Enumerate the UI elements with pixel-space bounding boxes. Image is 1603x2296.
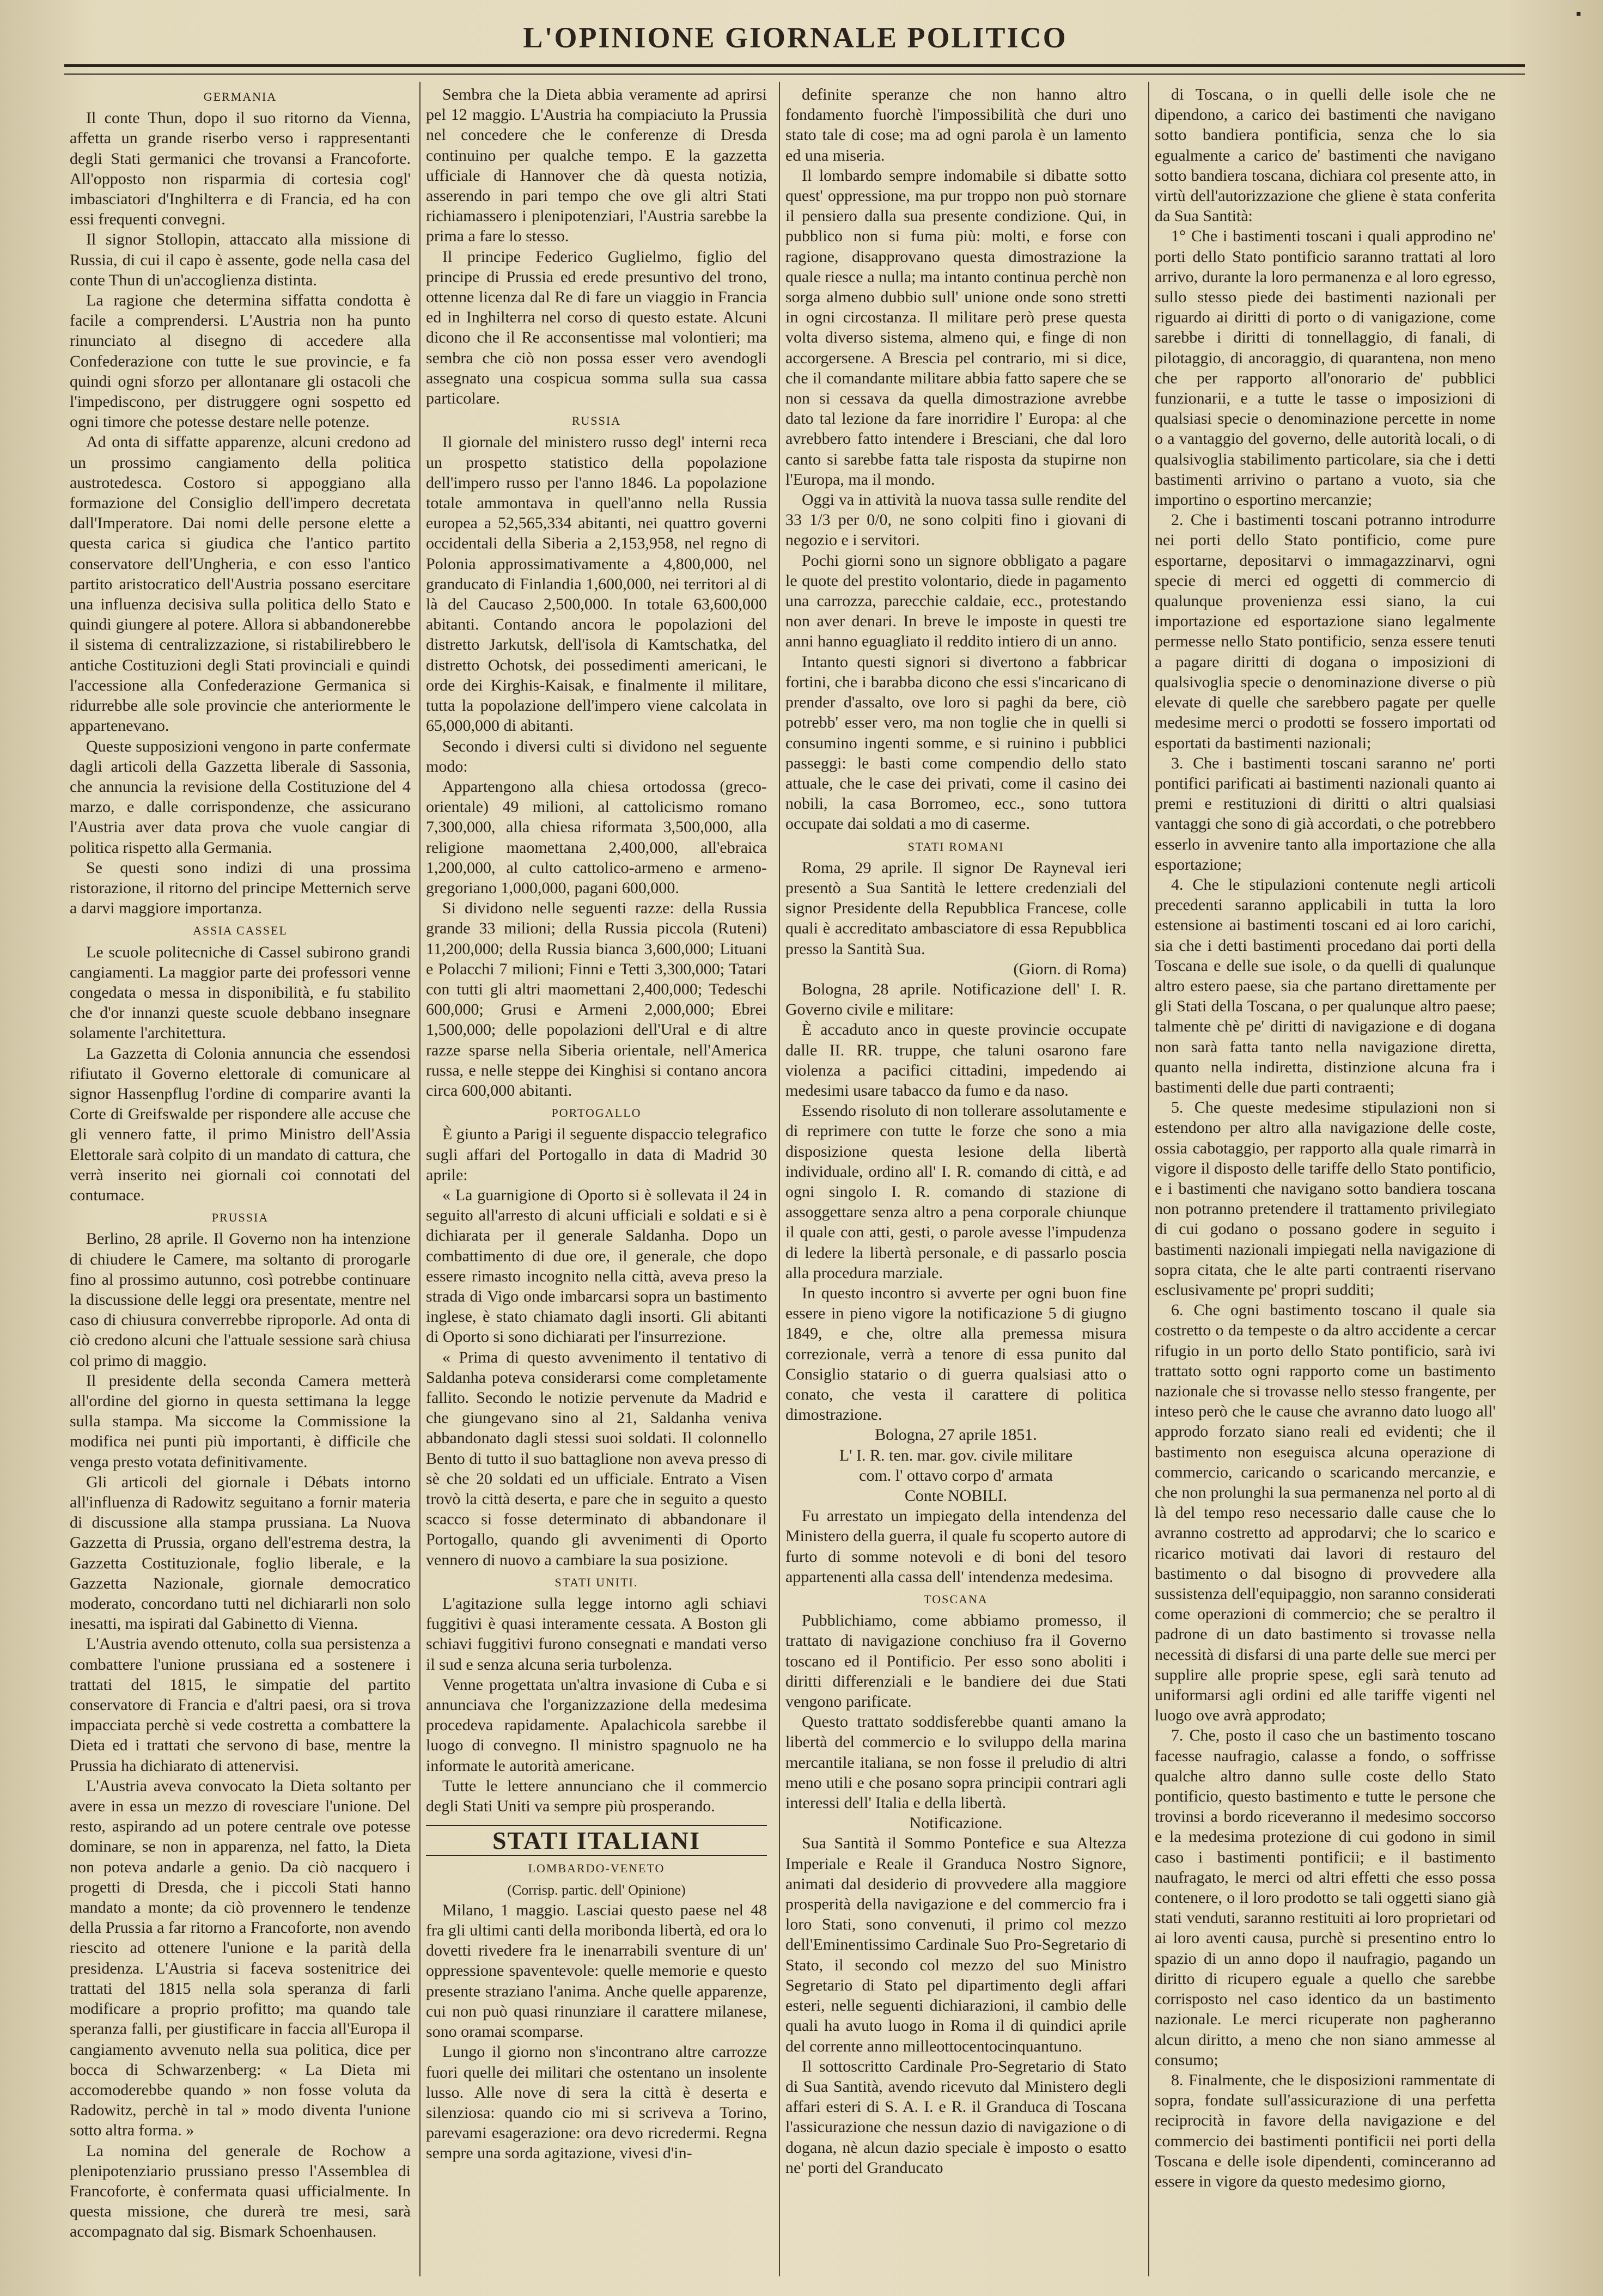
article-paragraph: Essendo risoluto di non tollerare assolutamente e di reprimere con tutte le forze che sono a mia disposizione questa lesione della libertà individuale, ordino all' I. R. comando di città, e ad ogni singolo I. R. comando di stazione di assoggettare senza altro a pena corporale chiunque il quale con atti, gesti, o parole avesse l'impudenza di ledere la libertà personale, e di passarlo poscia alla procedura marziale. [785, 1102, 1126, 1282]
article-paragraph: Venne progettata un'altra invasione di Cuba e si annunciava che l'organizzazione della medesima procedeva rapidamente. Apalachicola sarebbe il luogo di convegno. Il ministro spagnuolo ne ha informate le autorità americane. [426, 1675, 767, 1775]
section-heading: TOSCANA [924, 1592, 988, 1607]
article-paragraph: Roma, 29 aprile. Il signor De Rayneval ieri presentò a Sua Santità le lettere credenziali del signor Presidente della Repubblica Francese, colle quali è accreditato ambasciatore di essa Repubblica presso la Santità Sua. [785, 858, 1126, 958]
column-rule [779, 82, 780, 2276]
article-paragraph: In questo incontro si avverte per ogni buon fine essere in pieno vigore la notificazione 5 di giugno 1849, e che, oltre alla premessa misura correzionale, verrà a tenore di essa punito dal Consiglio statario o di guerra qualsiasi atto o conato, che vesta il carattere di politica dimostrazione. [785, 1284, 1126, 1424]
corner-mark: ▪ [1576, 5, 1581, 22]
article-paragraph: 3. Che i bastimenti toscani saranno ne' porti pontifici parificati ai bastimenti nazionali quanto ai premi e restituzioni di diritti o altri qualsiasi vantaggi che sono di già accordati, o che potrebbero esserlo in avvenire tanto alla importazione che alla esportazione; [1155, 754, 1496, 874]
centered-line: L' I. R. ten. mar. gov. civile militare [839, 1446, 1073, 1464]
masthead-rule [64, 64, 1525, 75]
article-paragraph: Il giornale del ministero russo degl' interni reca un prospetto statistico della popolazione dell'impero russo per l'anno 1846. La popolazione totale ammontava in quell'anno nella Russia europea a 52,565,334 abitanti, nei quattro governi occidentali della Siberia a 2,153,958, nel regno di Polonia approssimativamente a 4,800,000, nel granducato di Finlandia 1,600,000, nei territori al di là del Caucaso 2,500,000. In totale 63,600,000 abitanti. Contando ancora le popolazioni del distretto Jarkutsk, dell'isola di Kamtschatka, del distretto Ochotsk, dei possedimenti americani, le orde dei Kirghis-Kaisak, e finalmente il militare, tutta la popolazione dell'impero viene calcolata in 65,000,000 di abitanti. [426, 433, 767, 735]
masthead-title: L'OPINIONE GIORNALE POLITICO [523, 21, 1068, 54]
section-heading: LOMBARDO-VENETO [528, 1861, 665, 1876]
article-paragraph: Queste supposizioni vengono in parte confermate dagli articoli della Gazzetta liberale di Sassonia, che annuncia la revisione della Costituzione del 4 marzo, e dalle corrispondenze, che assicurano l'Austria aver data prova che vuole cangiar di politica rispetto alla Germania. [70, 737, 411, 857]
article-paragraph: 4. Che le stipulazioni contenute negli articoli precedenti saranno applicabili in tutta la loro estensione ai bastimenti toscani ed ai loro carichi, sia che i detti bastimenti procedano dai porti della Toscana e delle sue isole, o da quelli di qualunque altro estero paese, sia che partano direttamente per gli Stati della Toscana, o per qualunque altro paese; talmente chè pe' diritti di navigazione e di dogana non sarà fatta tanto nella navigazione diretta, quanto nella indiretta, distinzione alcuna fra i bastimenti delle due parti contraenti; [1155, 875, 1496, 1096]
source-credit: (Giorn. di Roma) [1013, 960, 1126, 978]
article-paragraph: Oggi va in attività la nuova tassa sulle rendite del 33 1/3 per 0/0, ne sono colpiti fino i giovani di negozio e i servitori. [785, 491, 1126, 549]
section-heading: ASSIA CASSEL [193, 924, 288, 938]
article-paragraph: 8. Finalmente, che le disposizioni rammentate di sopra, fondate sull'assicurazione di una perfetta reciprocità in favore della navigazione e del commercio dei bastimenti pontificii nei porti della Toscana e delle isole dipendenti, cominceranno ad essere in vigore da questo medesimo giorno, [1155, 2071, 1496, 2190]
article-paragraph: L'agitazione sulla legge intorno agli schiavi fuggitivi è quasi interamente cessata. A Boston gli schiavi fuggitivi furono consegnati e mandati verso il sud e senza alcuna seria turbolenza. [426, 1595, 767, 1674]
column-3 [785, 84, 1126, 2274]
centered-line: Notificazione. [909, 1814, 1003, 1833]
centered-line: Bologna, 27 aprile 1851. [875, 1426, 1037, 1444]
section-banner: STATI ITALIANI [426, 1825, 767, 1856]
article-paragraph: di Toscana, o in quelli delle isole che ne dipendono, a carico dei bastimenti che navigano sotto bandiera pontificia, senza che lo sia egualmente a carico de' bastimenti che navigano sotto bandiera toscana, dichiara col presente atto, in virtù dell'autorizzazione che gliene è stata conferita da Sua Santità: [1155, 86, 1496, 225]
article-paragraph: Bologna, 28 aprile. Notificazione dell' I. R. Governo civile e militare: [785, 980, 1126, 1019]
article-paragraph: Appartengono alla chiesa ortodossa (greco-orientale) 49 milioni, al cattolicismo romano 7,300,000, alla chiesa riformata 3,500,000, alla religione maomettana 2,400,000, all'ebraica 1,200,000, al culto cattolico-armeno e armeno-gregoriano 1,000,000, pagani 600,000. [426, 777, 767, 897]
article-paragraph: Il lombardo sempre indomabile si dibatte sotto quest' oppressione, ma pur troppo non può stornare il pensiero dalla sua presente condizione. Qui, in pubblico non si fuma più: molti, e forse con ragione, disapprovano questa dimostrazione la quale riesce a nulla; ma intanto continua perchè non sorga almeno dubbio sull' unione onde sono stretti in ogni circostanza. Il militare però prese questa volta diverso sistema, almeno qui, e finge di non accorgersene. A Brescia pel contrario, mi si dice, che il comandante militare abbia fatto sapere che se non si cessava da quella dimostrazione avrebbe dato tal lezione da fare inorridire l' Europa: al che avrebbero fatto intendere i Bresciani, che dal loro canto si sarebbe fatta tale risposta da stupirne non l'Europa, ma il mondo. [785, 166, 1126, 488]
article-paragraph: La nomina del generale de Rochow a plenipotenziario prussiano presso l'Assemblea di Francoforte, è confermata quasi ufficialmente. In questa missione, che durerà tre mesi, sarà accompagnato dal sig. Bismark Schoenhausen. [70, 2141, 411, 2241]
article-paragraph: Si dividono nelle seguenti razze: della Russia grande 33 milioni; della Russia piccola (Ruteni) 11,200,000; della Russia bianca 3,600,000; Lituani e Polacchi 7 milioni; Finni e Tetti 3,300,000; Tatari con tutti gli altri maomettani 2,400,000; Tedeschi 600,000; Grusi e Armeni 2,000,000; Ebrei 1,500,000; delle popolazioni dell'Ural e di altre razze sparse nella Siberia orientale, nell'America russa, e nelle steppe dei Kinghisi si contano ancora circa 600,000 abitanti. [426, 899, 767, 1100]
article-paragraph: « La guarnigione di Oporto si è sollevata il 24 in seguito all'arresto di alcuni ufficiali e soldati e si è dichiarata per il generale Saldanha. Dopo un combattimento di due ore, il generale, che dopo essere rimasto incognito nella città, aveva preso la strada di Vigo onde imbarcarsi sopra un bastimento inglese, è stato chiamato dagli insorti. Gli abitanti di Oporto si sono dichiarati per l'insurrezione. [426, 1186, 767, 1346]
article-paragraph: Gli articoli del giornale i Débats intorno all'influenza di Radowitz seguitano a fornir materia di discussione alla stampa prussiana. La Nuova Gazzetta di Prussia, organo dell'estrema destra, la Gazzetta Costituzionale, foglio liberale, e la Gazzetta Nazionale, giornale democratico moderato, concordano tutti nel dichiararli non solo inesatti, ma ispirati dal Gabinetto di Vienna. [70, 1473, 411, 1633]
column-rule [1148, 82, 1149, 2276]
column-4 [1155, 84, 1496, 2274]
section-heading: RUSSIA [571, 414, 621, 428]
article-paragraph: Sua Santità il Sommo Pontefice e sua Altezza Imperiale e Reale il Granduca Nostro Signore, animati dal desiderio di provvedere alla maggiore prosperità della navigazione e del commercio fra i loro Stati, sono convenuti, il primo col mezzo dell'Eminentissimo Cardinale Suo Pro-Segretario di Stato, il secondo col mezzo del suo Ministro Segretario di Stato pel dipartimento degli affari esteri, nelle seguenti dichiarazioni, il cambio delle quali ha avuto luogo in Roma il di quindici aprile del corrente anno milleottocentocinquantuno. [785, 1834, 1126, 2055]
article-paragraph: Ad onta di siffatte apparenze, alcuni credono ad un prossimo cangiamento della politica austrotedesca. Costoro si appoggiano alla formazione del Consiglio dell'impero decretata dall'Imperatore. Dai nomi delle persone elette a questa carica si giudica che l'antico partito conservatore dell'Ungheria, e con esso l'antico partito aristocratico dell'Austria possano esercitare una influenza decisiva sulla politica dello Stato e quindi giungere al potere. Allora si abbandonerebbe il sistema di centralizzazione, si ristabilirebbero le antiche Costituzioni degli Stati provinciali e quindi l'accessione alla Confederazione Germanica si ridurrebbe alle sole provincie che anteriormente le appartenevano. [70, 433, 411, 735]
article-paragraph: È giunto a Parigi il seguente dispaccio telegrafico sugli affari del Portogallo in data di Madrid 30 aprile: [426, 1125, 767, 1184]
article-paragraph: Le scuole politecniche di Cassel subirono grandi cangiamenti. La maggior parte dei professori venne congedata o messa in disponibilità, e fu stabilito che d'or innanzi queste scuole debbano insegnare solamente l'architettura. [70, 943, 411, 1042]
article-paragraph: Tutte le lettere annunciano che il commercio degli Stati Uniti va sempre più prosperando. [426, 1776, 767, 1816]
article-paragraph: « Prima di questo avvenimento il tentativo di Saldanha poteva considerarsi come completamente fallito. Secondo le notizie pervenute da Madrid e che giungevano sino al 21, Saldanha veniva abbandonato dagli stessi suoi soldati. Il colonnello Bento di tutto il suo battaglione non aveva presso di sè che 20 soldati ed un ufficiale. Entrato a Visen trovò la città deserta, e pare che in seguito a questo scacco si fosse determinato di abbandonare il Portogallo, quando gli avvenimenti di Oporto vennero di nuovo a cambiare la sua posizione. [426, 1348, 767, 1569]
article-paragraph: L'Austria aveva convocato la Dieta soltanto per avere in essa un mezzo di rovesciare l'unione. Del resto, aspirando ad un potere centrale ove potesse dominare, se non in apparenza, nel fatto, la Dieta non poteva andarle a genio. Da ciò nacquero i progetti di Dresda, che i piccoli Stati hanno mandato a monte; da ciò provennero le tendenze della Prussia a far ritorno a Francoforte, non avendo riescito ad ottenere l'unione e la parità della presidenza. L'Austria si faceva sostenitrice dei trattati del 1815 nella sola speranza di farli modificare a proprio profitto; ma quando tale speranza falli, per giustificare in faccia all'Europa il cangiamento avvenuto nella sua politica, dice per bocca di Schwarzenberg: « La Dieta mi accomoderebbe quando » non fosse voluta da Radowitz, perchè in tal » modo diventa l'unione sotto altra forma. » [70, 1776, 411, 2140]
article-paragraph: Secondo i diversi culti si dividono nel seguente modo: [426, 737, 767, 775]
article-paragraph: È accaduto anco in queste provincie occupate dalle II. RR. truppe, che taluni osarono fare violenza a pacifici cittadini, impedendo ai medesimi usare tabacco da fumo e da naso. [785, 1021, 1126, 1100]
column-rule [419, 82, 420, 2276]
article-paragraph: Lungo il giorno non s'incontrano altre carrozze fuori quelle dei militari che ostentano un insolente lusso. Alle nove di sera la città è deserta e silenziosa: quando cio mi si scriveva a Torino, parevami esagerazione: ora devo ricredermi. Regna sempre una sorda agitazione, vivesi d'in- [426, 2043, 767, 2163]
article-paragraph: Il conte Thun, dopo il suo ritorno da Vienna, affetta un grande riserbo verso i rappresentanti degli Stati germanici che trovansi a Francoforte. All'opposto non risparmia di cortesia cogl' imbasciatori d'Inghilterra e di Francia, ed ha con essi frequenti convegni. [70, 109, 411, 229]
article-paragraph: Il sottoscritto Cardinale Pro-Segretario di Stato di Sua Santità, avendo ricevuto dal Ministero degli affari esteri di S. A. I. e R. il Granduca di Toscana l'assicurazione che nessun dazio di navigazione o di dogana, nè alcun dazio speciale è imposto o esatto ne' porti del Granducato [785, 2057, 1126, 2177]
article-paragraph: L'Austria avendo ottenuto, colla sua persistenza a combattere l'unione prussiana ed a sostenere i trattati del 1815, le simpatie del partito conservatore di Francia e d'altri paesi, ora si trova impacciata perchè si vede costretta a combattere la Dieta ed i trattati che servono di base, mentre la Prussia ha dichiarato di attenervisi. [70, 1635, 411, 1775]
article-paragraph: 1° Che i bastimenti toscani i quali approdino ne' porti dello Stato pontificio saranno trattati al loro arrivo, durante la loro permanenza e al loro egresso, sullo stesso piede dei bastimenti nazionali per riguardo ai diritti di porto o di vanigazione, come sarebbe i diritti di tonnellaggio, di fanali, di pilotaggio, di ancoraggio, di quarantena, non meno che per rapporto all'onorario de' pubblici funzionarii, e a tutte le tasse o imposizioni di qualsiasi specie o denominazione percette in nome o a vantaggio del governo, delle autorità locali, o di qualsivoglia stabilimento particolare, sia che i detti bastimenti arrivino o partano a vuoto, sia che importino o esportino mercanzie; [1155, 227, 1496, 509]
section-heading: STATI UNITI. [554, 1575, 638, 1589]
article-paragraph: La ragione che determina siffatta condotta è facile a comprendersi. L'Austria non ha punto rinunciato al disegno di accedere alla Confederazione con tutte le sue provincie, e fa quindi ogni sforzo per allontanare gli ostacoli che l'impediscono, per distruggere ogni sospetto ed ogni timore che potesse destare nelle potenze. [70, 291, 411, 431]
section-heading: PRUSSIA [211, 1211, 269, 1225]
byline: (Corrisp. partic. dell' Opinione) [507, 1882, 686, 1898]
article-paragraph: Sembra che la Dieta abbia veramente ad aprirsi pel 12 maggio. L'Austria ha compiaciuto la Prussia nel concedere che le conferenze di Dresda continuino per qualche tempo. E la gazzetta ufficiale di Hannover che dà questa notizia, asserendo in pari tempo che ove gli altri Stati richiamassero i plenipotenziari, l'Austria sarebbe la prima a fare lo stesso. [426, 86, 767, 246]
centered-line: com. l' ottavo corpo d' armata [859, 1466, 1053, 1485]
column-2 [426, 84, 767, 2274]
section-heading: PORTOGALLO [551, 1106, 642, 1120]
section-heading: STATI ROMANI [907, 839, 1004, 853]
section-heading: GERMANIA [203, 90, 277, 103]
article-paragraph: Pubblichiamo, come abbiamo promesso, il trattato di navigazione conchiuso fra il Governo toscano ed il Pontificio. Per esso sono aboliti i diritti differenziali e le bandiere dei due Stati vengono parificate. [785, 1611, 1126, 1711]
centered-line: Conte NOBILI. [904, 1487, 1008, 1505]
article-paragraph: Il presidente della seconda Camera metterà all'ordine del giorno in questa settimana la legge sulla stampa. Ma siccome la Commissione la modifica nei punti più importanti, è difficile che venga presto votata definitivamente. [70, 1371, 411, 1471]
article-paragraph: Berlino, 28 aprile. Il Governo non ha intenzione di chiudere le Camere, ma soltanto di prorogarle fino al prossimo autunno, così potrebbe continuare la discussione delle leggi ora presentate, mentre nel caso di chiusura converrebbe riproporle. Ad onta di ciò credono alcuni che l'attuale sessione sarà chiusa col primo di maggio. [70, 1230, 411, 1370]
column-1 [70, 84, 411, 2274]
article-paragraph: 5. Che queste medesime stipulazioni non si estendono per altro alla navigazione delle coste, ossia cabotaggio, per rapporto alla quale rimarrà in vigore il disposto delle tariffe dello Stato pontificio, e i bastimenti che navigano sotto bandiera toscana non potranno pretendere il trattamento privilegiato di cui godano o possano godere in seguito i bastimenti nazionali impiegati nella navigazione di sopra citata, che le alte parti contraenti riservano esclusivamente pe' propri sudditi; [1155, 1098, 1496, 1299]
article-paragraph: Se questi sono indizi di una prossima ristorazione, il ritorno del principe Metternich serve a darvi maggiore importanza. [70, 858, 411, 918]
article-paragraph: Il signor Stollopin, attaccato alla missione di Russia, di cui il capo è assente, gode nella casa del conte Thun di un'accoglienza distinta. [70, 230, 411, 289]
article-paragraph: 7. Che, posto il caso che un bastimento toscano facesse naufragio, calasse a fondo, o soffrisse qualche altro danno sulle coste dello Stato pontificio, questo bastimento e tutte le persone che trovinsi a bordo riceveranno il medesimo soccorso e la medesima protezione di cui godono in simil caso i bastimenti pontificii; e il bastimento naufragato, le merci od altri effetti che esso possa contenere, o il loro prodotto se tali oggetti siano già stati venduti, saranno restituiti ai loro proprietari od ai loro aventi causa, purchè si presentino entro lo spazio di un anno dopo il naufragio, pagando un diritto di ricupero eguale a quello che sarebbe corrisposto nel caso identico da un bastimento nazionale. Le merci ricuperate non pagheranno alcun diritto, a meno che non siano ammesse al consumo; [1155, 1726, 1496, 2069]
article-paragraph: 2. Che i bastimenti toscani potranno introdurre nei porti dello Stato pontificio, come pure esportarne, depositarvi o immagazzinarvi, ogni specie di merci ed oggetti di commercio di qualunque provenienza essi siano, la cui importazione ed esportazione siano legalmente permesse nello Stato pontificio, senza essere tenuti a pagare diritti di dogana o imposizioni di qualsivoglia specie o denominazione diverse o più elevate di quelle che sarebbero pagate per quelle medesime merci o prodotti se fossero importati od esportati da bastimenti nazionali; [1155, 511, 1496, 752]
article-paragraph: Fu arrestato un impiegato della intendenza del Ministero della guerra, il quale fu scoperto autore di furto di somme notevoli e di boni del tesoro appartenenti alla cassa dell' intendenza medesima. [785, 1507, 1126, 1586]
article-paragraph: Pochi giorni sono un signore obbligato a pagare le quote del prestito volontario, diede in pagamento una carrozza, parecchie caldaie, ecc., protestando non aver denari. In breve le imposte in questi tre anni hanno eguagliato il reddito intiero di un anno. [785, 551, 1126, 651]
article-paragraph: Questo trattato soddisferebbe quanti amano la libertà del commercio e lo sviluppo della marina mercantile italiana, se non fosse il preludio di altri meno utili e che posano sopra principii contrari agli interessi dell' Italia e della libertà. [785, 1713, 1126, 1812]
article-paragraph: La Gazzetta di Colonia annuncia che essendosi rifiutato il Governo elettorale di comunicare al signor Hassenpflug l'ordine di comparire avanti la Corte di Greifswalde per rispondere alle accuse che gli vennero fatte, il primo Ministro dell'Assia Elettorale sarà colpito di un mandato di cattura, che verrà inserito nei giornali coi connotati del contumace. [70, 1044, 411, 1204]
article-paragraph: Intanto questi signori si divertono a fabbricar fortini, che i barabba dicono che essi s'incaricano di prender d'assalto, ove loro si paghi da bere, ciò potrebb' esser vero, ma non toglie che in quelli si consumino ingenti somme, e si ruinino i pubblici passeggi: le basti come compendio dello stato attuale, che le case dei privati, come il casino dei nobili, la casa Borromeo, ecc., sono tuttora occupate dai soldati a mo di caserme. [785, 652, 1126, 833]
article-paragraph: Milano, 1 maggio. Lasciai questo paese nel 48 fra gli ultimi canti della moribonda libertà, ed ora lo dovetti rivedere fra le inenarrabili sventure di un' oppressione spaventevole: quelle memorie e questo presente straziano l'anima. Anche quelle apparenze, cui non può quasi rinunziare il carattere milanese, sono oramai scomparse. [426, 1901, 767, 2041]
article-paragraph: 6. Che ogni bastimento toscano il quale sia costretto o da tempeste o da altro accidente a cercar rifugio in un porto dello Stato pontificio, sarà ivi trattato sotto ogni rapporto come un bastimento nazionale che si trovasse nello stesso frangente, per inteso però che le cause che avranno dato luogo all' approdo forzato siano reali ed evidenti; che il bastimento non eseguisca alcuna operazione di commercio, caricando o scaricando mercanzie, e che non prolunghi la sua permanenza nel porto al di là del tempo reso necessario dalle cause che lo avranno costretto ad approdarvi; che lo scarico e ricarico motivati dai lavori di restauro del bastimento o dal bisogno di provvedere alla sussistenza dell'equipaggio, non saranno considerati come operazioni di commercio; che se peraltro il padrone di un dato bastimento si trovasse nella necessità di disfarsi di una parte delle sue merci per supplire alle proprie spese, egli sarà tenuto ad uniformarsi agli ordini ed alle tariffe vigenti nel luogo ove avrà approdato; [1155, 1301, 1496, 1725]
article-paragraph: Il principe Federico Guglielmo, figlio del principe di Prussia ed erede presuntivo del trono, ottenne licenza dal Re di fare un viaggio in Francia ed in Inghilterra nel corso di questo estate. Alcuni dicono che il Re acconsentisse mal volontieri; ma sembra che ciò non possa esser vero avendogli assegnato una cospicua somma sulla sua cassa particolare. [426, 247, 767, 408]
article-paragraph: definite speranze che non hanno altro fondamento fuorchè l'impossibilità che duri uno stato tale di cose; ma ad ogni parola è un lamento ed una miseria. [785, 86, 1126, 164]
